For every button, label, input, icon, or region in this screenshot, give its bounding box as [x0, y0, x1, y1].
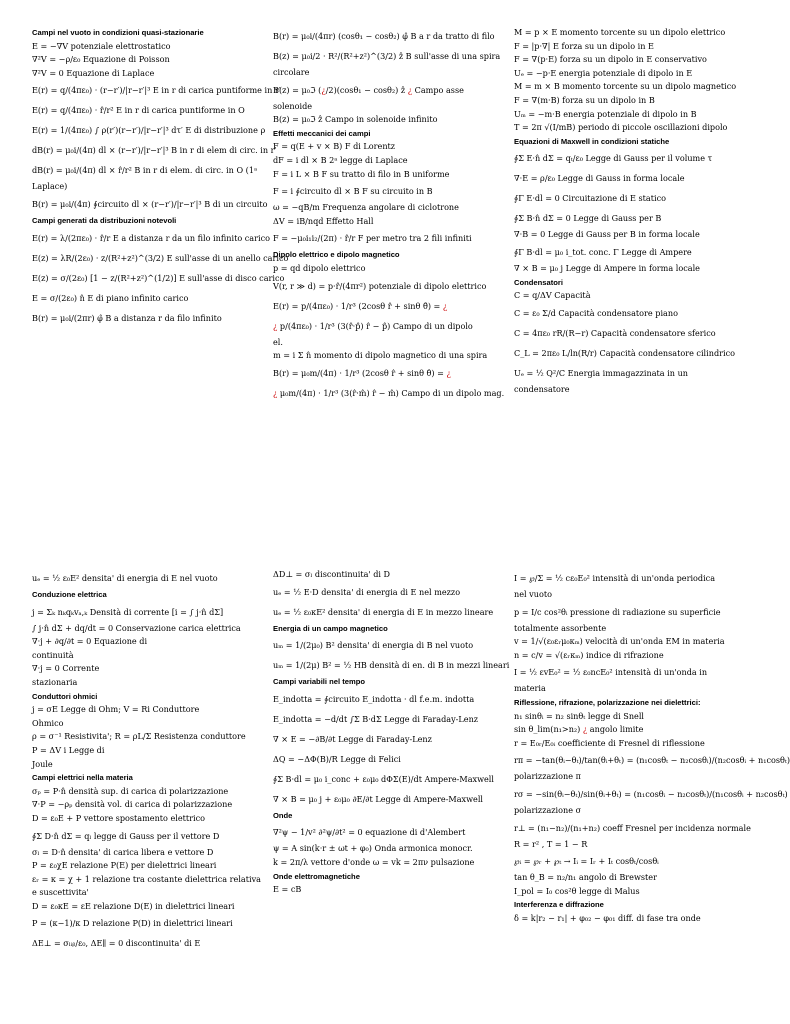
section-heading: Riflessione, rifrazione, polarizzazione nei dielettrici: — [514, 697, 701, 707]
section-heading: Effetti meccanici dei campi — [273, 128, 371, 138]
formula-line: ΔD⊥ = σₗ discontinuita' di D — [273, 569, 391, 579]
formula-line: εᵣ = κ = χ + 1 relazione tra costante dielettrica relativa — [32, 873, 261, 884]
formula-line: ∇²V = 0 Equazione di Laplace — [32, 67, 155, 78]
formula-line: condensatore — [514, 383, 570, 394]
formula-line: uₑ = ½ ε₀E² densita' di energia di E nel vuoto — [32, 573, 218, 583]
formula-line: P = ΔV i Legge di — [32, 744, 105, 755]
formula-line: materia — [514, 683, 546, 694]
formula-line: ΔV = iB/nqd Effetto Hall — [273, 215, 374, 226]
formula-line: dB(r) = μ₀i/(4π) dl × r̂/r² B in r di elem. di circ. in O (1ᵃ — [32, 165, 258, 176]
formula-line: B(z) = μ₀ℑ (¿/2)(cosθ₁ − cosθ₂) ẑ ¿ Campo asse — [273, 84, 464, 95]
formula-line: B(r) = μ₀i/(4π) ∮circuito dl × (r−r′)/|r−r′|³ B di un circuito — [32, 198, 268, 209]
formula-line: el. — [273, 336, 283, 347]
formula-line: D = ε₀κE = εE relazione D(E) in dielettrici lineari — [32, 900, 235, 911]
formula-line: E(r) = q/(4πε₀) · r̂/r² E in r di carica puntiforme in O — [32, 105, 245, 116]
formula-line: E(z) = σ/(2ε₀) [1 − z/(R²+z²)^(1/2)] E sull'asse di disco carico — [32, 272, 285, 283]
formula-line: k = 2π/λ vettore d'onde ω = vk = 2πν pulsazione — [273, 856, 475, 867]
formula-line: C = ε₀ Σ/d Capacità condensatore piano — [514, 307, 678, 318]
formula-line: polarizzazione σ — [514, 804, 582, 815]
formula-line: e suscettivita' — [32, 887, 89, 898]
formula-line: ω = −qB/m Frequenza angolare di ciclotrone — [273, 202, 459, 213]
formula-line: F = i ∮circuito dl × B F su circuito in B — [273, 186, 433, 197]
formula-line: ∇ × B = μ₀ j Legge di Ampere in forma locale — [514, 262, 700, 273]
formula-line: dB(r) = μ₀i/(4π) dl × (r−r′)/|r−r′|³ B in r di elem di circ. in r′ — [32, 145, 277, 156]
formula-line: F = i L × B F su tratto di filo in B uniforme — [273, 168, 450, 179]
formula-line: ψ = A sin(k·r ± ωt + φ₀) Onda armonica monocr. — [273, 843, 473, 854]
formula-line: V(r, r ≫ d) = p·r̂/(4πr²) potenziale di dipolo elettrico — [273, 280, 487, 291]
inverted-question-glyph: ¿ — [273, 320, 278, 331]
formula-line: M = p × E momento torcente su un dipolo elettrico — [514, 27, 726, 37]
formula-line: E(r) = q/(4πε₀) · (r−r′)/|r−r′|³ E in r di carica puntiforme in r′ — [32, 85, 281, 96]
section-heading: Interferenza e diffrazione — [514, 900, 604, 910]
formula-line: v = 1/√(ε₀εᵣμ₀κₘ) velocità di un'onda EM in materia — [514, 636, 725, 647]
formula-line: Uₘ = −m·B energia potenziale di dipolo in B — [514, 108, 697, 119]
formula-line: ∇·j + ∂q/∂t = 0 Equazione di — [32, 636, 148, 647]
formula-line: uₑ = ½ E·D densita' di energia di E nel mezzo — [273, 586, 461, 597]
section-heading: Campi variabili nel tempo — [273, 677, 365, 687]
formula-line: ∇·B = 0 Legge di Gauss per B in forma locale — [514, 229, 700, 240]
formula-line: E(r) = λ/(2πε₀) · r̂/r E a distanza r da un filo infinito carico — [32, 232, 270, 243]
inverted-question-glyph: ¿ — [273, 387, 278, 398]
formula-line: ΔQ = −ΔΦ(B)/R Legge di Felici — [273, 753, 401, 764]
formula-line: stazionaria — [32, 676, 78, 687]
formula-line: δ = k|r₂ − r₁| + φ₀₂ − φ₀₁ diff. di fase tra onde — [514, 912, 701, 923]
inverted-question-glyph: ¿ — [321, 84, 326, 95]
section-heading: Campi nel vuoto in condizioni quasi-stazionarie — [32, 28, 204, 37]
formula-line: ∮Γ B·dl = μ₀ i_tot. conc. Γ Legge di Ampere — [514, 246, 692, 257]
column-1 — [32, 26, 289, 512]
formula-line: F = ∇(p·E) forza su un dipolo in E conservativo — [514, 54, 707, 65]
formula-line: σₗ = D·n̂ densita' di carica libera e vettore D — [32, 846, 214, 857]
formula-line: uₘ = 1/(2μ₀) B² densita' di energia di B nel vuoto — [273, 640, 474, 651]
formula-line: ∇·j = 0 Corrente — [32, 663, 100, 674]
section-heading: Campi elettrici nella materia — [32, 773, 133, 783]
section-heading: Dipolo elettrico e dipolo magnetico — [273, 250, 400, 260]
formula-line: ∮Σ B·dl = μ₀ i_conc + ε₀μ₀ dΦΣ(E)/dt Ampere-Maxwell — [273, 773, 494, 784]
formula-line: P = ε₀χE relazione P(E) per dielettrici lineari — [32, 860, 217, 871]
formula-line: Uₑ = ½ Q²/C Energia immagazzinata in un — [514, 367, 688, 378]
formula-line: p = qd dipolo elettrico — [273, 262, 366, 273]
section-heading: Onde — [273, 810, 293, 820]
section-heading: Conduzione elettrica — [32, 590, 107, 599]
formula-line: Joule — [32, 758, 53, 769]
formula-line: n₁ sinθᵢ = n₂ sinθₜ legge di Snell — [514, 710, 645, 721]
formula-line: C = 4πε₀ rR/(R−r) Capacità condensatore sferico — [514, 327, 716, 338]
formula-line: polarizzazione π — [514, 771, 581, 782]
formula-line: ∇·P = −ρₚ densità vol. di carica di polarizzazione — [32, 799, 233, 810]
formula-line: rπ = −tan(θᵢ−θₜ)/tan(θᵢ+θₜ) = (n₁cosθₜ − n₂cosθᵢ)/(n₂cosθᵢ + n₁cosθₜ) — [514, 755, 790, 766]
formula-line: ℘ᵢ = ℘ᵣ + ℘ₜ → Iᵢ = Iᵣ + Iₜ cosθₜ/cosθᵢ — [514, 856, 659, 867]
formula-line: sin θ_lim(n₁>n₂) ¿ angolo limite — [514, 724, 644, 735]
formula-line: E = cB — [273, 884, 302, 895]
formula-line: ∮Γ E·dl = 0 Circuitazione di E statico — [514, 193, 666, 204]
inverted-question-glyph: ¿ — [582, 724, 588, 735]
formula-line: E_indotta = −d/dt ∫Σ B·dΣ Legge di Faraday-Lenz — [273, 713, 479, 724]
formula-line: ΔE⊥ = σₗᵢᵦ/ε₀, ΔE∥ = 0 discontinuita' di E — [32, 938, 201, 949]
formula-line: E(z) = λR/(2ε₀) · z/(R²+z²)^(3/2) E sull'asse di un anello carico — [32, 252, 289, 263]
formula-line: R = r² , T = 1 − R — [514, 838, 588, 849]
formula-line: ∮Σ D·n̂ dΣ = qₗ legge di Gauss per il vettore D — [32, 830, 220, 841]
inverted-question-glyph: ¿ — [442, 300, 448, 311]
formula-line: circolare — [273, 67, 310, 77]
formula-line: ρ = σ⁻¹ Resistivita'; R = ρL/Σ Resistenza conduttore — [32, 731, 246, 742]
formula-line: rσ = −sin(θᵢ−θₜ)/sin(θᵢ+θₜ) = (n₁cosθᵢ − n₂cosθₜ)/(n₁cosθᵢ + n₂cosθₜ) — [514, 788, 788, 799]
formula-line: M = m × B momento torcente su un dipolo magnetico — [514, 81, 737, 92]
section-heading: Equazioni di Maxwell in condizioni statiche — [514, 136, 670, 146]
formula-line: P = (κ−1)/κ D relazione P(D) in dielettrici lineari — [32, 918, 233, 929]
formula-line: solenoide — [273, 100, 313, 111]
formula-line: B(r) = μ₀i/(4πr) (cosθ₁ − cosθ₂) φ̂ B a r da tratto di filo — [273, 31, 495, 41]
formula-line: F = q(E + v × B) F di Lorentz — [273, 141, 396, 152]
section-heading: Campi generati da distribuzioni notevoli — [32, 215, 177, 225]
formula-line: Ohmico — [32, 717, 64, 728]
formula-line: j = σE Legge di Ohm; V = Ri Conduttore — [32, 704, 200, 715]
formula-line: r⊥ = (n₁−n₂)/(n₁+n₂) coeff Fresnel per incidenza normale — [514, 822, 751, 833]
column-2 — [273, 26, 507, 512]
formula-line: B(r) = μ₀m/(4π) · 1/r³ (2cosθ r̂ + sinθ θ̂) = ¿ — [273, 367, 451, 378]
formula-line: uₘ = 1/(2μ) B² = ½ HB densità di en. di B in mezzi lineari — [273, 660, 510, 671]
formula-line: E(r) = p/(4πε₀) · 1/r³ (2cosθ r̂ + sinθ θ̂) = ¿ — [273, 300, 448, 311]
formula-line: uₑ = ½ ε₀κE² densita' di energia di E in mezzo lineare — [273, 606, 494, 617]
column-4 — [32, 568, 270, 1020]
formula-line: I_pol = I₀ cos²θ legge di Malus — [514, 885, 640, 896]
formula-line: m = i Σ n̂ momento di dipolo magnetico di una spira — [273, 350, 488, 361]
formula-line: Laplace) — [32, 181, 68, 192]
formula-line: nel vuoto — [514, 589, 552, 599]
inverted-question-glyph: ¿ — [446, 367, 451, 378]
formula-line: F = |p·∇| E forza su un dipolo in E — [514, 40, 654, 51]
inverted-question-glyph: ¿ — [407, 84, 413, 95]
formula-line: ∇²V = −ρ/ε₀ Equazione di Poisson — [32, 54, 170, 65]
formula-line: I = ½ εvE₀² = ½ ε₀ncE₀² intensità di un'onda in — [514, 667, 708, 678]
formula-line: ¿ p/(4πε₀) · 1/r³ (3(r̂·p̂) r̂ − p̂) Campo di un dipolo — [273, 320, 473, 331]
formula-line: T = 2π √(I/mB) periodo di piccole oscillazioni dipolo — [514, 122, 728, 133]
formula-line: F = −μ₀i₁i₂/(2π) · r̂/r F per metro tra 2 fili infiniti — [273, 233, 472, 244]
formula-line: continuità — [32, 649, 74, 660]
section-heading: Onde elettromagnetiche — [273, 871, 360, 881]
formula-line: dF = i dl × B 2ᵃ legge di Laplace — [273, 154, 408, 165]
formula-line: σₚ = P·n̂ densità sup. di carica di polarizzazione — [32, 785, 229, 796]
section-heading: Conduttori ohmici — [32, 691, 98, 701]
formula-line: totalmente assorbente — [514, 622, 607, 633]
formula-line: C_L = 2πε₀ L/ln(R/r) Capacità condensatore cilindrico — [514, 347, 735, 358]
section-heading: Condensatori — [514, 277, 563, 287]
formula-line: I = ℘/Σ = ½ cε₀E₀² intensità di un'onda periodica — [514, 573, 716, 583]
column-3 — [514, 26, 746, 512]
formula-line: ∇²ψ − 1/v² ∂²ψ/∂t² = 0 equazione di d'Alembert — [273, 827, 466, 838]
formula-line: E_indotta = ∮circuito E_indotta · dl f.e.m. indotta — [273, 693, 475, 704]
formula-line: E = −∇V potenziale elettrostatico — [32, 40, 171, 51]
formula-line: r = E₀ᵣ/E₀ᵢ coefficiente di Fresnel di riflessione — [514, 737, 705, 748]
formula-line: ¿ μ₀m/(4π) · 1/r³ (3(r̂·m̂) r̂ − m̂) Campo di un dipolo mag. — [273, 387, 505, 398]
section-heading: Energia di un campo magnetico — [273, 623, 388, 633]
column-6 — [514, 568, 790, 1020]
formula-line: ∇ × E = −∂B/∂t Legge di Faraday-Lenz — [273, 733, 432, 744]
formula-line: ∫ j·n̂ dΣ + dq/dt = 0 Conservazione carica elettrica — [32, 622, 241, 633]
formula-line: ∇·E = ρ/ε₀ Legge di Gauss in forma locale — [514, 173, 685, 184]
formula-line: tan θ_B = n₂/n₁ angolo di Brewster — [514, 872, 657, 883]
formula-line: ∇ × B = μ₀ j + ε₀μ₀ ∂E/∂t Legge di Ampere-Maxwell — [273, 793, 484, 804]
formula-line: j = Σₖ nₖqₖvₐ,ₖ Densità di corrente [i = ∫ j·n̂ dΣ] — [32, 606, 224, 617]
formula-line: ∮Σ B·n̂ dΣ = 0 Legge di Gauss per B — [514, 213, 662, 224]
formula-line: E(r) = 1/(4πε₀) ∫ ρ(r′)(r−r′)/|r−r′|³ dτ′ E di distribuzione ρ — [32, 125, 266, 136]
formula-line: B(z) = μ₀i/2 · R²/(R²+z²)^(3/2) ẑ B sull'asse di una spira — [273, 51, 501, 61]
formula-line: C = q/ΔV Capacità — [514, 290, 591, 301]
formula-line: E = σ/(2ε₀) n̂ E di piano infinito carico — [32, 292, 189, 303]
formula-line: Uₑ = −p·E energia potenziale di dipolo in E — [514, 67, 693, 78]
formula-line: D = ε₀E + P vettore spostamento elettrico — [32, 812, 206, 823]
formula-line: B(z) = μ₀ℑ ẑ Campo in solenoide infinito — [273, 114, 438, 125]
formula-line: p = I/c cos²θᵢ pressione di radiazione su superficie — [514, 606, 721, 617]
column-5 — [273, 568, 510, 1020]
formula-line: ∮Σ E·n̂ dΣ = qₜ/ε₀ Legge di Gauss per il volume τ — [514, 153, 713, 164]
formula-line: n = c/v = √(εᵣκₘ) indice di rifrazione — [514, 649, 664, 660]
formula-line: F = ∇(m·B) forza su un dipolo in B — [514, 94, 655, 105]
formula-line: B(r) = μ₀i/(2πr) φ̂ B a distanza r da filo infinito — [32, 312, 222, 323]
